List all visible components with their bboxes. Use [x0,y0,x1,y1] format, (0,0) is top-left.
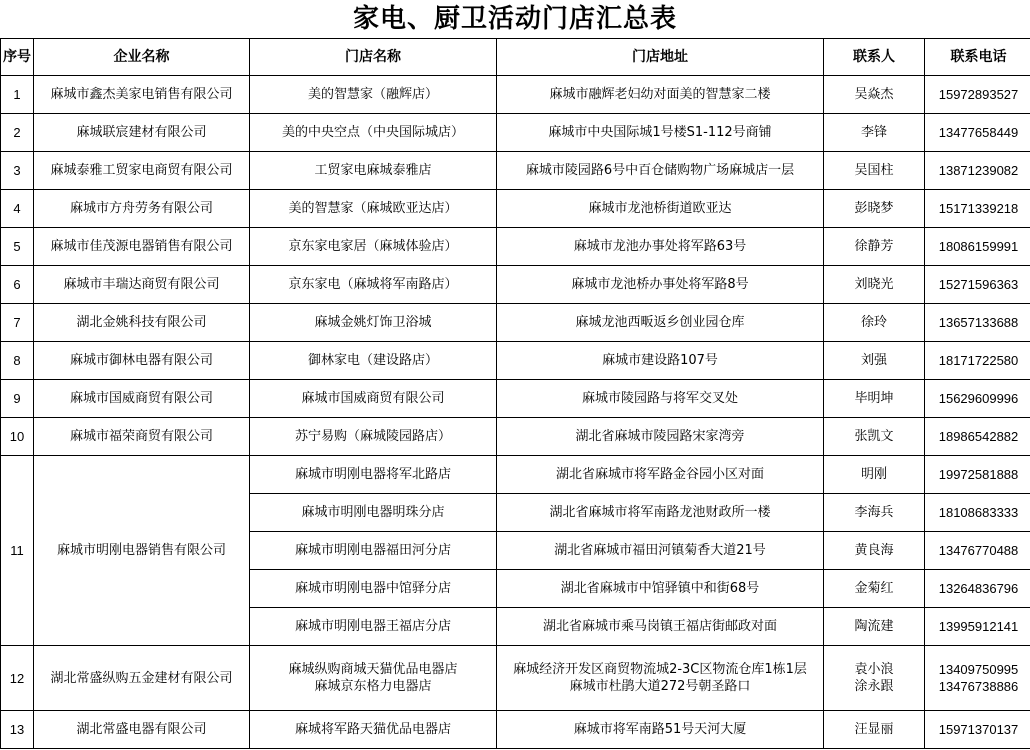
store-address: 湖北省麻城市乘马岗镇王福店街邮政对面 [497,608,824,646]
contact-phone: 13871239082 [925,152,1030,190]
company-name: 麻城泰雅工贸家电商贸有限公司 [34,152,250,190]
store-address: 湖北省麻城市中馆驿镇中和街68号 [497,570,824,608]
store-name: 美的中央空点（中央国际城店） [250,114,497,152]
store-name [250,646,497,711]
contact-phone: 13477658449 [925,114,1030,152]
company-name: 湖北金姚科技有限公司 [34,304,250,342]
store-address: 湖北省麻城市将军路金谷园小区对面 [497,456,824,494]
company-name: 麻城市明刚电器销售有限公司 [34,456,250,646]
contact-phone-line: 13476738886 [938,679,1019,694]
table-row [1,646,1030,711]
store-name: 御林家电（建设路店） [250,342,497,380]
company-name: 湖北常盛电器有限公司 [34,711,250,749]
contact-person: 刘强 [824,342,925,380]
contact-person-line: 袁小浪 [854,662,894,677]
store-address: 麻城市陵园路6号中百仓储购物广场麻城店一层 [497,152,824,190]
store-address: 湖北省麻城市福田河镇菊香大道21号 [497,532,824,570]
contact-phone: 13995912141 [925,608,1030,646]
store-address: 麻城市融辉老妇幼对面美的智慧家二楼 [497,76,824,114]
table-row [1,380,1030,418]
header-no: 序号 [1,39,34,76]
contact-phone: 13264836796 [925,570,1030,608]
table-row [1,190,1030,228]
contact-phone: 13476770488 [925,532,1030,570]
store-name: 麻城市明刚电器将军北路店 [250,456,497,494]
store-name-line: 麻城京东格力电器店 [314,679,432,694]
contact-person: 汪显丽 [824,711,925,749]
store-address: 麻城市将军南路51号天河大厦 [497,711,824,749]
contact-person [824,646,925,711]
row-no: 11 [1,456,34,646]
contact-phone: 15271596363 [925,266,1030,304]
header-phone: 联系电话 [925,39,1030,76]
contact-phone: 15629609996 [925,380,1030,418]
company-name: 麻城市鑫杰美家电销售有限公司 [34,76,250,114]
table-row [1,418,1030,456]
contact-phone: 15972893527 [925,76,1030,114]
company-name: 麻城市佳茂源电器销售有限公司 [34,228,250,266]
store-address: 湖北省麻城市将军南路龙池财政所一楼 [497,494,824,532]
row-no: 10 [1,418,34,456]
store-name: 京东家电（麻城将军南路店） [250,266,497,304]
store-name: 工贸家电麻城泰雅店 [250,152,497,190]
store-address: 麻城市龙池桥办事处将军路8号 [497,266,824,304]
company-name: 麻城市丰瑞达商贸有限公司 [34,266,250,304]
page-title: 家电、厨卫活动门店汇总表 [352,4,677,34]
table-row [1,152,1030,190]
company-name: 湖北常盛纵购五金建材有限公司 [34,646,250,711]
contact-person: 明刚 [824,456,925,494]
contact-phone: 18171722580 [925,342,1030,380]
contact-person-line: 涂永跟 [854,679,894,694]
store-name: 麻城市明刚电器中馆驿分店 [250,570,497,608]
header-contact: 联系人 [824,39,925,76]
row-no: 1 [1,76,34,114]
contact-person: 张凯文 [824,418,925,456]
company-name: 麻城市福荣商贸有限公司 [34,418,250,456]
contact-person: 徐玲 [824,304,925,342]
row-no: 7 [1,304,34,342]
store-address [497,646,824,711]
row-no: 4 [1,190,34,228]
row-no: 8 [1,342,34,380]
table-row [1,456,1030,494]
company-name: 麻城市御林电器有限公司 [34,342,250,380]
store-name: 麻城市明刚电器明珠分店 [250,494,497,532]
store-address: 麻城市龙池办事处将军路63号 [497,228,824,266]
table-row [1,711,1030,749]
store-address-line: 麻城市杜鹃大道272号朝圣路口 [569,679,751,694]
store-name: 苏宁易购（麻城陵园路店） [250,418,497,456]
header-row [1,39,1030,76]
header-address: 门店地址 [497,39,824,76]
store-name: 麻城市明刚电器王福店分店 [250,608,497,646]
store-address: 麻城市龙池桥街道欧亚达 [497,190,824,228]
store-name: 麻城金姚灯饰卫浴城 [250,304,497,342]
store-name: 美的智慧家（融辉店） [250,76,497,114]
company-name: 麻城市方舟劳务有限公司 [34,190,250,228]
store-address: 麻城市陵园路与将军交叉处 [497,380,824,418]
row-no: 3 [1,152,34,190]
header-company: 企业名称 [34,39,250,76]
table-row [1,266,1030,304]
contact-phone: 15971370137 [925,711,1030,749]
contact-person: 徐静芳 [824,228,925,266]
contact-person: 吴焱杰 [824,76,925,114]
contact-phone: 15171339218 [925,190,1030,228]
row-no: 13 [1,711,34,749]
store-address: 麻城龙池西畈返乡创业园仓库 [497,304,824,342]
row-no: 5 [1,228,34,266]
contact-person: 黄良海 [824,532,925,570]
contact-person: 毕明坤 [824,380,925,418]
store-name: 麻城将军路天猫优品电器店 [250,711,497,749]
store-name: 京东家电家居（麻城体验店） [250,228,497,266]
table-row [1,114,1030,152]
company-name: 麻城市国威商贸有限公司 [34,380,250,418]
contact-phone [925,646,1030,711]
store-address-line: 麻城经济开发区商贸物流城2-3C区物流仓库1栋1层 [513,662,807,677]
store-name: 麻城市明刚电器福田河分店 [250,532,497,570]
contact-person: 刘晓光 [824,266,925,304]
table-row [1,304,1030,342]
store-address: 麻城市中央国际城1号楼S1-112号商铺 [497,114,824,152]
contact-phone-line: 13409750995 [938,662,1019,677]
contact-person: 李锋 [824,114,925,152]
contact-phone: 18986542882 [925,418,1030,456]
header-store: 门店名称 [250,39,497,76]
store-address: 麻城市建设路107号 [497,342,824,380]
table-row [1,76,1030,114]
contact-phone: 13657133688 [925,304,1030,342]
store-name-line: 麻城纵购商城天猫优品电器店 [288,662,458,677]
contact-phone: 18086159991 [925,228,1030,266]
store-name: 美的智慧家（麻城欧亚达店） [250,190,497,228]
company-name: 麻城联宸建材有限公司 [34,114,250,152]
store-name: 麻城市国威商贸有限公司 [250,380,497,418]
store-table [0,38,1030,749]
contact-person: 陶流建 [824,608,925,646]
table-row [1,342,1030,380]
contact-person: 吴国柱 [824,152,925,190]
contact-person: 彭晓梦 [824,190,925,228]
row-no: 9 [1,380,34,418]
contact-phone: 19972581888 [925,456,1030,494]
row-no: 2 [1,114,34,152]
contact-person: 金菊红 [824,570,925,608]
table-row [1,228,1030,266]
store-address: 湖北省麻城市陵园路宋家湾旁 [497,418,824,456]
contact-phone: 18108683333 [925,494,1030,532]
contact-person: 李海兵 [824,494,925,532]
row-no: 12 [1,646,34,711]
row-no: 6 [1,266,34,304]
